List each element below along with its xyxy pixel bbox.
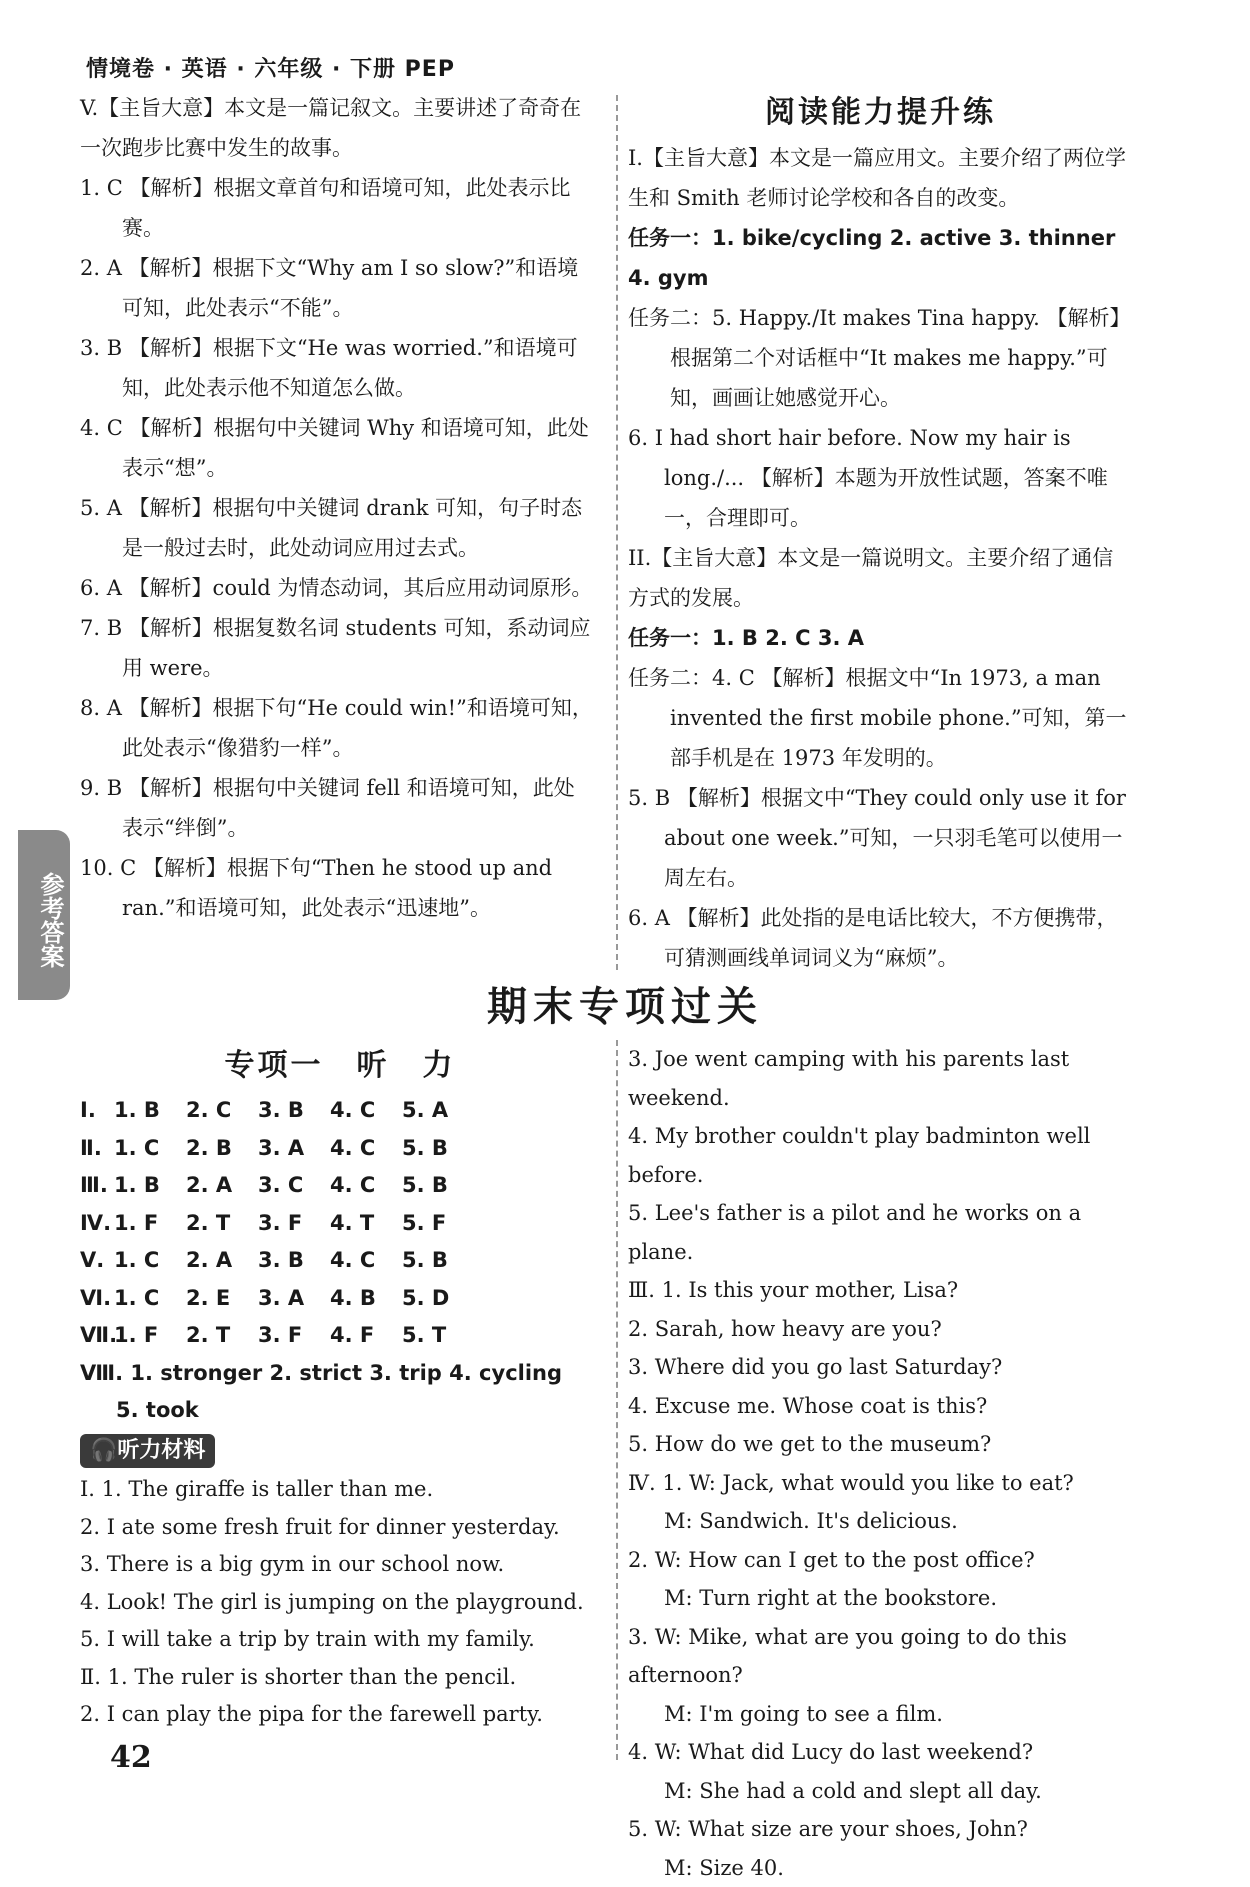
transcript-line: 2. Sarah, how heavy are you? [628,1310,1138,1349]
transcript-line: Ⅳ. 1. W: Jack, what would you like to eat? [628,1464,1138,1503]
answer-cell: 5. B [402,1130,474,1168]
page-number: 42 [110,1740,152,1775]
answer-cell: 4. T [330,1205,402,1243]
answer-cell: 3. B [258,1242,330,1280]
text-line: V.【主旨大意】本文是一篇记叙文。主要讲述了奇奇在一次跑步比赛中发生的故事。 [80,88,595,168]
answer-item: 任务二：5. Happy./It makes Tina happy. 【解析】根据第二个对话框中“It makes me happy.”可知，画画让她感觉开心。 [628,298,1133,418]
answer-cell: 5. D [402,1280,474,1318]
answer-cell: 2. T [186,1205,258,1243]
answer-grid [80,1092,600,1355]
left-column-bottom [80,1040,600,1734]
answer-item: 3. B 【解析】根据下文“He was worried.”和语境可知，此处表示他不知道怎么做。 [80,328,595,408]
answer-row [80,1242,600,1280]
transcript-line: 5. W: What size are your shoes, John? [628,1810,1138,1849]
transcript-line: 4. My brother couldn't play badminton well before. [628,1117,1138,1194]
answer-cell: 1. C [114,1280,186,1318]
answer-item: 2. A 【解析】根据下文“Why am I so slow?”和语境可知，此处表示“不能”。 [80,248,595,328]
answer-row [80,1205,600,1243]
answer-cell: 2. B [186,1130,258,1168]
answer-cell: 1. C [114,1242,186,1280]
answer-cell: 4. F [330,1317,402,1355]
answer-cell: 3. F [258,1205,330,1243]
answer-item: 5. A 【解析】根据句中关键词 drank 可知，句子时态是一般过去时，此处动词应用过去式。 [80,488,595,568]
answer-cell: 2. C [186,1092,258,1130]
transcript-line: M: I'm going to see a film. [628,1695,1138,1734]
answer-row: 5. took [80,1392,600,1430]
answer-row [80,1167,600,1205]
transcript-line: Ⅲ. 1. Is this your mother, Lisa? [628,1271,1138,1310]
transcript-line: 2. I can play the pipa for the farewell party. [80,1696,600,1734]
page-header: 情境卷 · 英语 · 六年级 · 下册 PEP [86,52,455,83]
answer-cell: 1. C [114,1130,186,1168]
answer-cell: 1. B [114,1092,186,1130]
column-divider [616,95,618,970]
side-tab: 参考答案 [18,830,70,1000]
answer-cell: 5. B [402,1167,474,1205]
answer-cell: 1. F [114,1317,186,1355]
answer-cell: 5. A [402,1092,474,1130]
answer-item: 5. B 【解析】根据文中“They could only use it for about one week.”可知，一只羽毛笔可以使用一周左右。 [628,778,1133,898]
right-column-top [628,88,1133,978]
answer-cell: 2. A [186,1167,258,1205]
answer-cell: 3. F [258,1317,330,1355]
transcript-line: 3. Where did you go last Saturday? [628,1348,1138,1387]
roman-numeral: Ⅲ. [80,1167,114,1205]
answer-row [80,1317,600,1355]
roman-numeral: Ⅵ. [80,1280,114,1318]
right-column-bottom [628,1040,1138,1887]
answer-item: 6. A 【解析】此处指的是电话比较大，不方便携带，可猜测画线单词词义为“麻烦”。 [628,898,1133,978]
transcript-line: Ⅰ. 1. The giraffe is taller than me. [80,1471,600,1509]
section-heading: 阅读能力提升练 [628,88,1133,138]
transcript-line: M: She had a cold and slept all day. [628,1772,1138,1811]
column-divider-bottom [616,1040,618,1760]
answer-row: Ⅷ. 1. stronger 2. strict 3. trip 4. cycling [80,1355,600,1393]
transcript-line: M: Sandwich. It's delicious. [628,1502,1138,1541]
roman-numeral: Ⅱ. [80,1130,114,1168]
transcript-line: 3. Joe went camping with his parents last weekend. [628,1040,1138,1117]
answer-row [80,1092,600,1130]
transcript-line: 4. Excuse me. Whose coat is this? [628,1387,1138,1426]
transcript-line: 3. There is a big gym in our school now. [80,1546,600,1584]
transcript-line: Ⅱ. 1. The ruler is shorter than the pencil. [80,1659,600,1697]
answer-item: 10. C 【解析】根据下句“Then he stood up and ran.”和语境可知，此处表示“迅速地”。 [80,848,595,928]
transcript-line: 5. Lee's father is a pilot and he works on a plane. [628,1194,1138,1271]
roman-numeral: Ⅰ. [80,1092,114,1130]
listening-material-badge [80,1434,215,1468]
answer-cell: 3. A [258,1130,330,1168]
text-line: II.【主旨大意】本文是一篇说明文。主要介绍了通信方式的发展。 [628,538,1133,618]
answer-cell: 5. T [402,1317,474,1355]
answer-cell: 4. C [330,1130,402,1168]
headphone-icon: 🎧 [90,1438,117,1463]
answer-item: 4. C 【解析】根据句中关键词 Why 和语境可知，此处表示“想”。 [80,408,595,488]
answer-cell: 4. C [330,1092,402,1130]
answer-row [80,1130,600,1168]
transcript-line: 2. I ate some fresh fruit for dinner yesterday. [80,1509,600,1547]
text-line: I.【主旨大意】本文是一篇应用文。主要介绍了两位学生和 Smith 老师讨论学校和各自的改变。 [628,138,1133,218]
answer-cell: 1. F [114,1205,186,1243]
transcript-line: 3. W: Mike, what are you going to do this afternoon? [628,1618,1138,1695]
listening-heading: 专项一 听 力 [80,1040,600,1092]
badge-label: 听力材料 [117,1438,205,1463]
transcript-line: M: Turn right at the bookstore. [628,1579,1138,1618]
transcript-line: 5. I will take a trip by train with my family. [80,1621,600,1659]
roman-numeral: Ⅴ. [80,1242,114,1280]
answer-item: 任务一：1. bike/cycling 2. active 3. thinner [628,218,1133,258]
transcript-line: 5. How do we get to the museum? [628,1425,1138,1464]
answer-cell: 5. F [402,1205,474,1243]
answer-row [80,1280,600,1318]
answer-cell: 4. C [330,1167,402,1205]
answer-cell: 1. B [114,1167,186,1205]
answer-cell: 3. C [258,1167,330,1205]
answer-cell: 4. C [330,1242,402,1280]
answer-item: 6. I had short hair before. Now my hair is long./... 【解析】本题为开放性试题，答案不唯一，合理即可。 [628,418,1133,538]
answer-cell: 2. A [186,1242,258,1280]
transcript-line: 4. W: What did Lucy do last weekend? [628,1733,1138,1772]
answer-cell: 2. E [186,1280,258,1318]
answer-item: 1. C 【解析】根据文章首句和语境可知，此处表示比赛。 [80,168,595,248]
answer-item: 6. A 【解析】could 为情态动词，其后应用动词原形。 [80,568,595,608]
answer-item: 9. B 【解析】根据句中关键词 fell 和语境可知，此处表示“绊倒”。 [80,768,595,848]
transcript-line: 2. W: How can I get to the post office? [628,1541,1138,1580]
answer-item: 4. gym [628,258,1133,298]
section-title: 期末专项过关 [0,975,1250,1032]
roman-numeral: Ⅶ. [80,1317,114,1355]
answer-item: 7. B 【解析】根据复数名词 students 可知，系动词应用 were。 [80,608,595,688]
transcript-line: M: Size 40. [628,1849,1138,1887]
answer-cell: 4. B [330,1280,402,1318]
transcript-line: 4. Look! The girl is jumping on the playground. [80,1584,600,1622]
answer-cell: 3. A [258,1280,330,1318]
roman-numeral: Ⅳ. [80,1205,114,1243]
answer-cell: 3. B [258,1092,330,1130]
answer-cell: 2. T [186,1317,258,1355]
left-column-top [80,88,595,928]
answer-item: 8. A 【解析】根据下句“He could win!”和语境可知，此处表示“像猎豹一样”。 [80,688,595,768]
answer-item: 任务一：1. B 2. C 3. A [628,618,1133,658]
answer-cell: 5. B [402,1242,474,1280]
answer-item: 任务二：4. C 【解析】根据文中“In 1973, a man invented the first mobile phone.”可知，第一部手机是在 1973 年发明的。 [628,658,1133,778]
